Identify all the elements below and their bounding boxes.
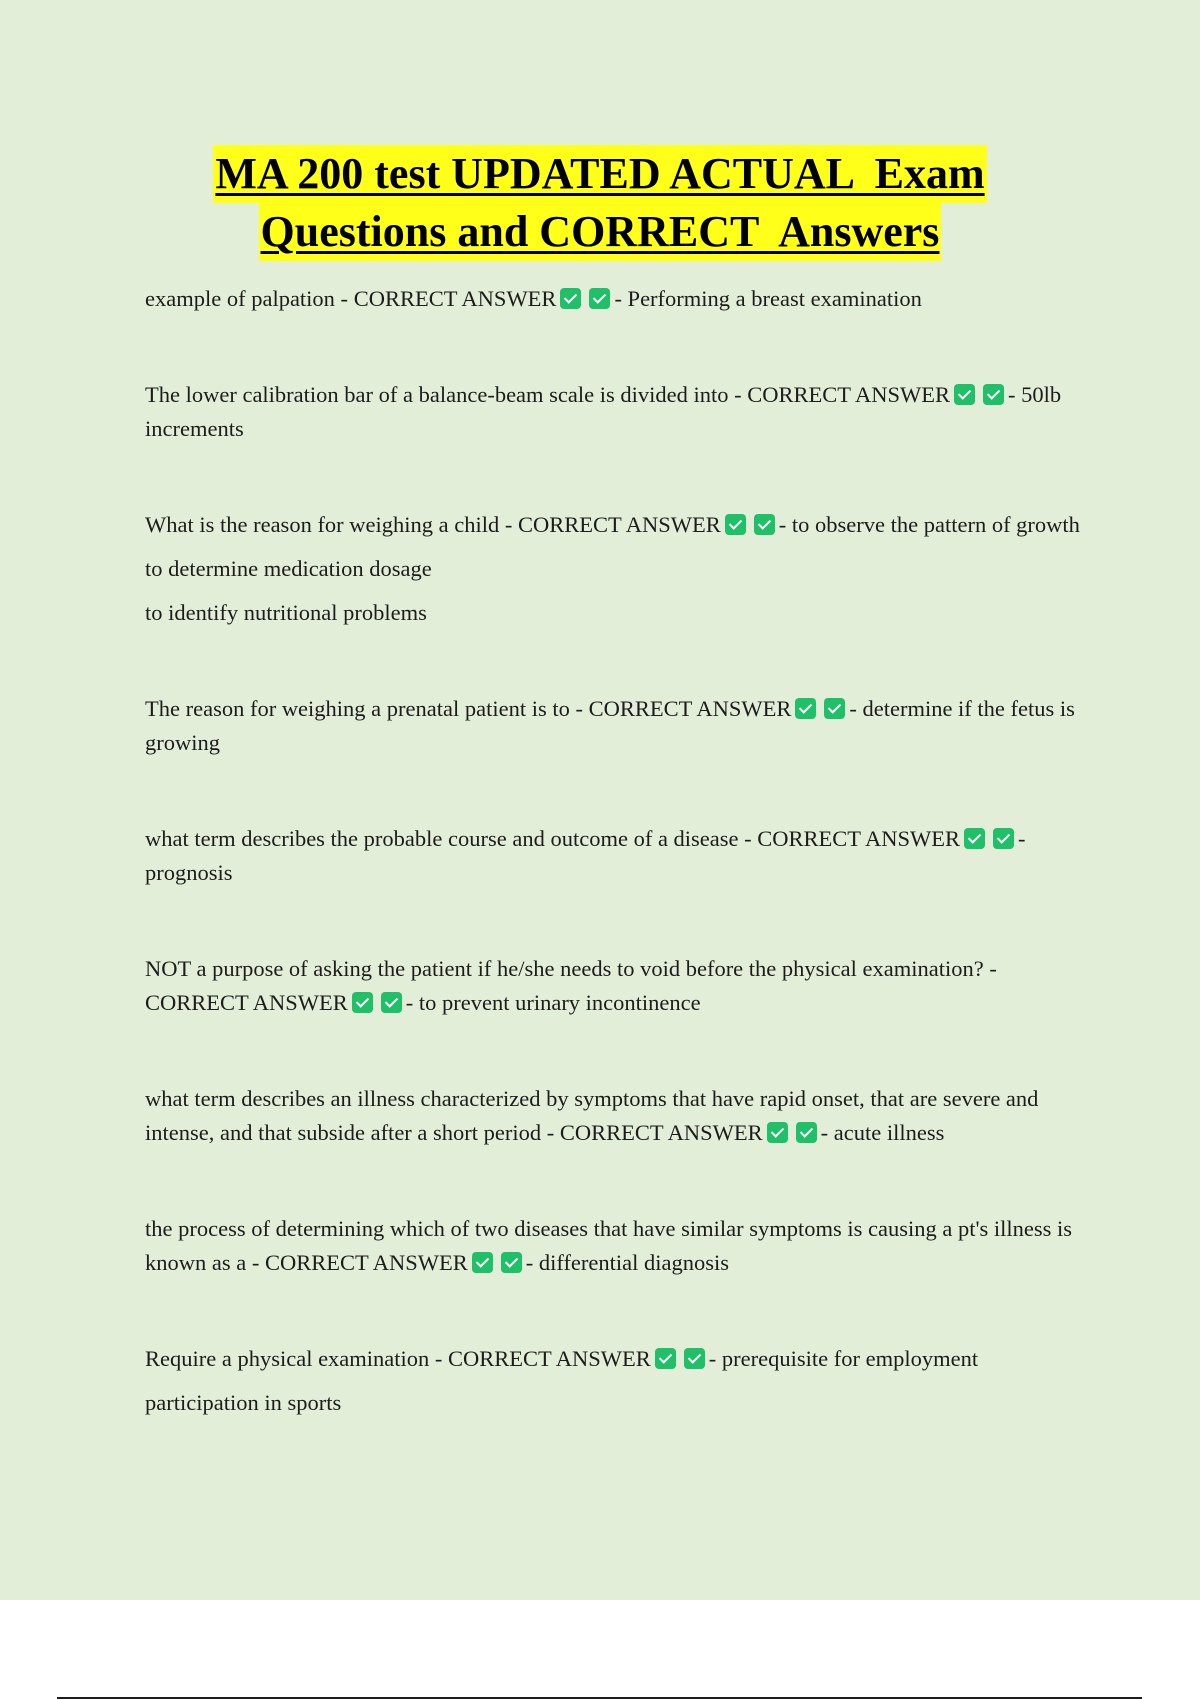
answer-text: - prognosis xyxy=(145,826,1026,885)
qa-line xyxy=(145,952,1095,1020)
correct-answer-label: CORRECT ANSWER xyxy=(757,826,961,851)
green-checkbox-icon xyxy=(754,514,775,535)
green-checkbox-icon xyxy=(589,288,610,309)
answer-text: - differential diagnosis xyxy=(525,1250,730,1275)
question-text: example of palpation - xyxy=(145,286,354,311)
footer-divider xyxy=(57,1697,1142,1699)
title-line-1: MA 200 test UPDATED ACTUAL Exam xyxy=(213,145,986,203)
qa-line xyxy=(145,1342,1095,1376)
correct-answer-label: CORRECT ANSWER xyxy=(747,382,950,407)
qa-list xyxy=(145,282,1095,1420)
question-text: The lower calibration bar of a balance-beam scale is divided into - xyxy=(145,382,748,407)
answer-text: - 50lb increments xyxy=(145,382,1062,441)
question-text: what term describes the probable course and outcome of a disease - xyxy=(145,826,758,851)
correct-answer-label: CORRECT ANSWER xyxy=(448,1346,651,1371)
qa-item xyxy=(145,952,1095,1020)
green-checkbox-icon xyxy=(983,384,1004,405)
qa-item xyxy=(145,1342,1095,1420)
qa-line xyxy=(145,378,1095,446)
green-checkbox-icon xyxy=(725,514,746,535)
green-checkbox-icon xyxy=(352,992,373,1013)
qa-item xyxy=(145,282,1095,316)
qa-item xyxy=(145,1082,1095,1150)
correct-answer-label: CORRECT ANSWER xyxy=(264,1250,468,1275)
answer-text: - acute illness xyxy=(820,1120,945,1145)
qa-line xyxy=(145,1082,1095,1150)
document-title xyxy=(0,145,1200,261)
answer-text: - to observe the pattern of growth xyxy=(778,512,1080,537)
answer-extra-line: to identify nutritional problems xyxy=(145,600,427,625)
correct-answer-label: CORRECT ANSWER xyxy=(353,286,557,311)
green-checkbox-icon xyxy=(964,828,985,849)
question-text: The reason for weighing a prenatal patient is to - xyxy=(145,696,589,721)
qa-item xyxy=(145,508,1095,630)
qa-line xyxy=(145,822,1095,890)
correct-answer-label: CORRECT ANSWER xyxy=(518,512,721,537)
title-line-2: Questions and CORRECT Answers xyxy=(259,203,942,261)
correct-answer-label: CORRECT ANSWER xyxy=(145,990,348,1015)
qa-item xyxy=(145,1212,1095,1280)
green-checkbox-icon xyxy=(796,1122,817,1143)
green-checkbox-icon xyxy=(993,828,1014,849)
green-checkbox-icon xyxy=(472,1252,493,1273)
question-text: What is the reason for weighing a child - xyxy=(145,512,519,537)
qa-item xyxy=(145,378,1095,446)
correct-answer-label: CORRECT ANSWER xyxy=(559,1120,763,1145)
qa-item xyxy=(145,692,1095,760)
correct-answer-label: CORRECT ANSWER xyxy=(588,696,792,721)
green-checkbox-icon xyxy=(824,698,845,719)
green-checkbox-icon xyxy=(560,288,581,309)
question-text: the process of determining which of two diseases that have similar symptoms is causing a pt's illness is known as a - xyxy=(145,1216,1073,1275)
qa-line xyxy=(145,282,1095,316)
answer-text: - to prevent urinary incontinence xyxy=(405,990,701,1015)
qa-item xyxy=(145,822,1095,890)
green-checkbox-icon xyxy=(655,1348,676,1369)
green-checkbox-icon xyxy=(381,992,402,1013)
answer-text: - Performing a breast examination xyxy=(614,286,922,311)
green-checkbox-icon xyxy=(795,698,816,719)
green-checkbox-icon xyxy=(501,1252,522,1273)
qa-line xyxy=(145,508,1095,542)
green-checkbox-icon xyxy=(684,1348,705,1369)
qa-line xyxy=(145,692,1095,760)
answer-text: - determine if the fetus is growing xyxy=(145,696,1075,755)
answer-extra-line: to determine medication dosage xyxy=(145,556,432,581)
answer-text: - prerequisite for employment xyxy=(708,1346,979,1371)
question-text: NOT a purpose of asking the patient if he/she needs to void before the physical examination? - xyxy=(145,956,997,981)
qa-line xyxy=(145,1212,1095,1280)
question-text: Require a physical examination - xyxy=(145,1346,449,1371)
question-text: what term describes an illness characterized by symptoms that have rapid onset, that are severe and intense, and that subside after a short period - xyxy=(145,1086,1039,1145)
answer-extra-line: participation in sports xyxy=(145,1390,342,1415)
green-checkbox-icon xyxy=(767,1122,788,1143)
green-checkbox-icon xyxy=(954,384,975,405)
